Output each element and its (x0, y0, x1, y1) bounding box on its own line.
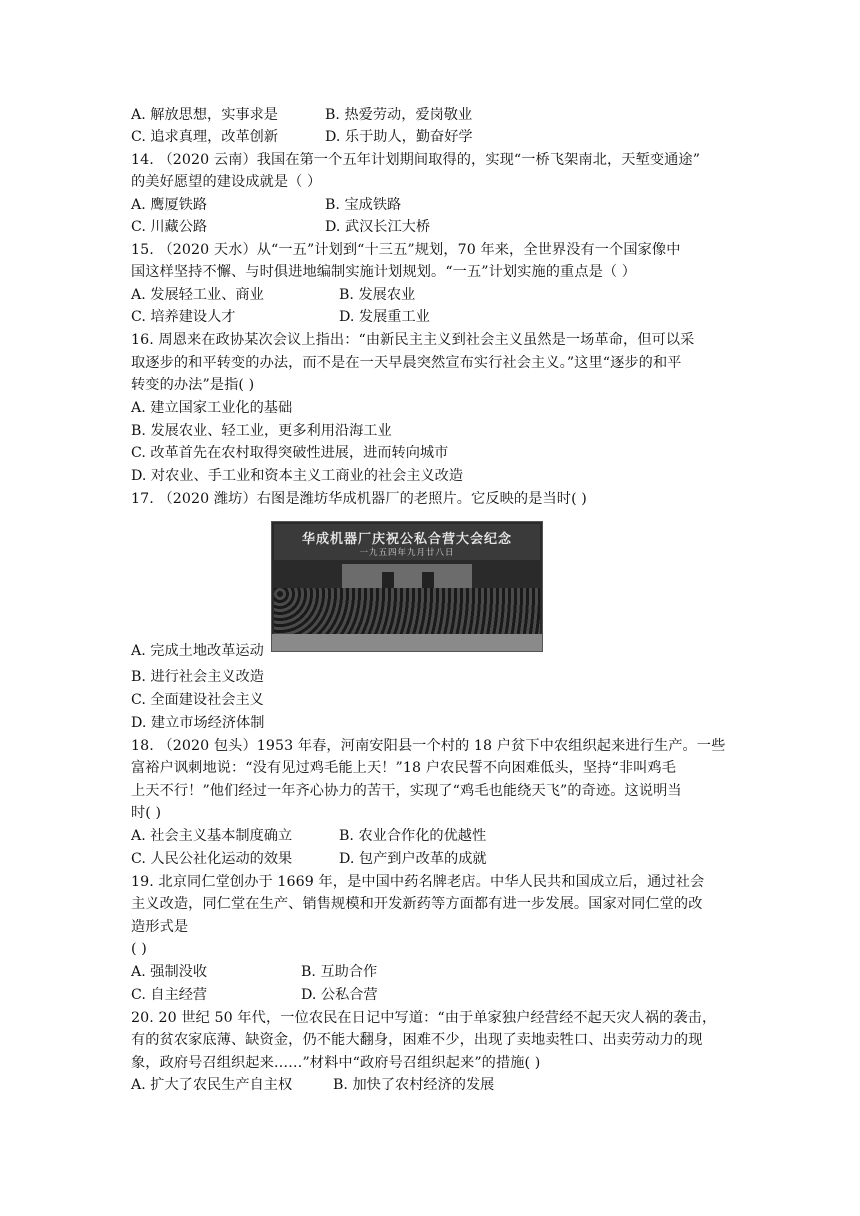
q20-stem-line1: 20. 20 世纪 50 年代，一位农民在日记中写道：“由于单家独户经营经不起天灾人祸的袭击， (131, 1010, 717, 1026)
q16-option-a: A. 建立国家工业化的基础 (131, 400, 293, 416)
q19-option-c: C. 自主经营 (131, 987, 208, 1003)
q14-option-c: C. 川藏公路 (131, 219, 208, 235)
photo-ground (272, 634, 542, 651)
q20-option-b: B. 加快了农村经济的发展 (333, 1077, 495, 1093)
q15-stem-line1: 15. （2020 天水）从“一五”计划到“十三五”规划，70 年来，全世界没有一个国家像中 (131, 242, 681, 258)
q16-stem-line3: 转变的办法”是指( ) (131, 377, 255, 393)
factory-photo (271, 521, 543, 652)
q19-stem-line1: 19. 北京同仁堂创办于 1669 年，是中国中药名牌老店。中华人民共和国成立后，通过社会 (131, 874, 705, 890)
q19-stem-line4: ( ) (131, 941, 147, 957)
photo-date: 一九五四年九月廿八日 (359, 548, 455, 558)
q13-option-b: B. 热爱劳动，爱岗敬业 (325, 107, 473, 123)
q16-option-d: D. 对农业、手工业和资本主义工商业的社会主义改造 (131, 468, 464, 484)
q19-stem-line2: 主义改造，同仁堂在生产、销售规模和开发新药等方面都有进一步发展。国家对同仁堂的改 (131, 896, 703, 912)
q14-option-d: D. 武汉长江大桥 (325, 219, 431, 235)
q17-option-b: B. 进行社会主义改造 (131, 669, 264, 685)
q15-option-a: A. 发展轻工业、商业 (131, 287, 264, 303)
q15-option-c: C. 培养建设人才 (131, 309, 236, 325)
q18-option-b: B. 农业合作化的优越性 (339, 828, 487, 844)
q18-option-d: D. 包产到户改革的成就 (339, 851, 487, 867)
q19-option-d: D. 公私合营 (301, 987, 378, 1003)
q15-stem-line2: 国这样坚持不懈、与时俱进地编制实施计划规划。“一五”计划实施的重点是（ ） (131, 264, 637, 280)
q18-stem-line4: 时( ) (131, 805, 162, 821)
photo-caption: 华成机器厂庆祝公私合营大会纪念 (301, 532, 512, 547)
q14-option-b: B. 宝成铁路 (325, 197, 402, 213)
q13-option-d: D. 乐于助人，勤奋好学 (325, 129, 473, 145)
q16-option-c: C. 改革首先在农村取得突破性进展，进而转向城市 (131, 445, 449, 461)
q14-stem-line1: 14. （2020 云南）我国在第一个五年计划期间取得的，实现“一桥飞架南北，天堑变通途” (131, 152, 701, 168)
q20-stem-line2: 有的贫农家底薄、缺资金，仍不能大翻身，困难不少，出现了卖地卖牲口、出卖劳动力的现 (131, 1032, 703, 1048)
q13-option-c: C. 追求真理，改革创新 (131, 129, 279, 145)
q15-option-b: B. 发展农业 (339, 287, 416, 303)
q18-option-a: A. 社会主义基本制度确立 (131, 828, 293, 844)
q18-stem-line1: 18. （2020 包头）1953 年春，河南安阳县一个村的 18 户贫下中农组织起来进行生产。一些 (131, 738, 726, 754)
q16-option-b: B. 发展农业、轻工业，更多利用沿海工业 (131, 423, 392, 439)
q14-stem-line2: 的美好愿望的建设成就是（ ） (131, 174, 322, 190)
q18-stem-line3: 上天不行！”他们经过一年齐心协力的苦干，实现了“鸡毛也能绕天飞”的奇迹。这说明当 (131, 783, 682, 799)
q20-option-a: A. 扩大了农民生产自主权 (131, 1077, 293, 1093)
q13-option-a: A. 解放思想，实事求是 (131, 107, 278, 123)
q17-option-c: C. 全面建设社会主义 (131, 692, 264, 708)
q19-option-a: A. 强制没收 (131, 964, 208, 980)
q19-stem-line3: 造形式是 (131, 919, 189, 935)
q18-stem-line2: 富裕户讽刺地说：“没有见过鸡毛能上天！”18 户农民誓不向困难低头，坚持“非叫鸡毛 (131, 760, 676, 776)
q17-option-a: A. 完成土地改革运动 (131, 643, 264, 659)
q16-stem-line2: 取逐步的和平转变的办法，而不是在一天早晨突然宣布实行社会主义。”这里“逐步的和平 (131, 355, 682, 371)
q15-option-d: D. 发展重工业 (339, 309, 430, 325)
q20-stem-line3: 象，政府号召组织起来……”材料中“政府号召组织起来”的措施( ) (131, 1055, 541, 1071)
q18-option-c: C. 人民公社化运动的效果 (131, 851, 293, 867)
q16-stem-line1: 16. 周恩来在政协某次会议上指出：“由新民主主义到社会主义虽然是一场革命，但可以采 (131, 332, 695, 348)
q19-option-b: B. 互助合作 (301, 964, 378, 980)
q17-stem-line1: 17. （2020 潍坊）右图是潍坊华成机器厂的老照片。它反映的是当时( ) (131, 491, 587, 507)
q17-option-d: D. 建立市场经济体制 (131, 715, 265, 731)
photo-crowd (274, 588, 540, 636)
q14-option-a: A. 鹰厦铁路 (131, 197, 208, 213)
